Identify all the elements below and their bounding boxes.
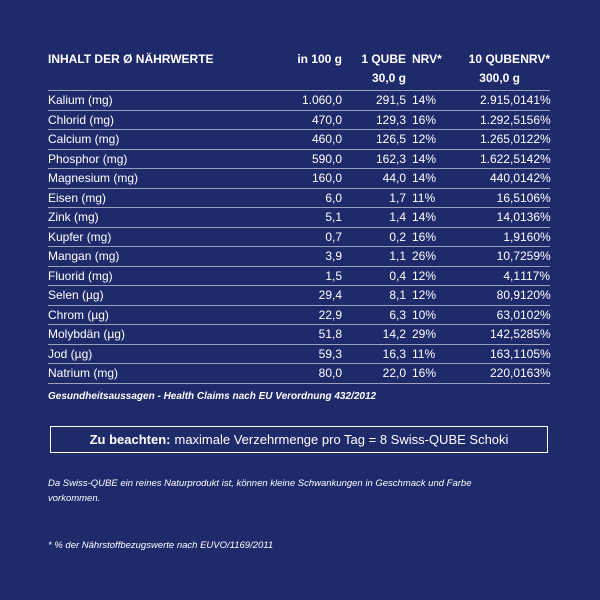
header-name: INHALT DER Ø NÄHRWERTE (48, 52, 214, 66)
cell-nrv10: 122% (520, 130, 550, 150)
notice-text: maximale Verzehrmenge pro Tag = 8 Swiss-QUBE Schoki (174, 432, 509, 447)
cell-per100: 3,9 (238, 247, 342, 267)
cell-nrv1: 12% (406, 286, 444, 306)
nutrition-table (48, 52, 550, 384)
cell-name: Eisen (mg) (48, 188, 238, 208)
cell-nrv1: 29% (406, 325, 444, 345)
cell-nrv10: 136% (520, 208, 550, 228)
cell-qube1: 126,5 (342, 130, 406, 150)
natural-product-note: Da Swiss-QUBE ein reines Naturprodukt ist, können kleine Schwankungen in Geschmack und Farbe vorkommen. (48, 478, 472, 504)
cell-nrv10: 106% (520, 188, 550, 208)
cell-qube1: 129,3 (342, 110, 406, 130)
cell-qube10: 80,9 (444, 286, 520, 306)
cell-nrv1: 16% (406, 110, 444, 130)
table-row (48, 91, 550, 111)
cell-qube10: 1,9 (444, 227, 520, 247)
table-row (48, 344, 550, 364)
cell-name: Chlorid (mg) (48, 110, 238, 130)
cell-per100: 51,8 (238, 325, 342, 345)
nrv-footnote: * % der Nährstoffbezugswerte nach EUVO/1169/2011 (48, 540, 274, 551)
cell-per100: 59,3 (238, 344, 342, 364)
cell-qube10: 142,5 (444, 325, 520, 345)
cell-nrv1: 14% (406, 91, 444, 111)
notice-box (50, 426, 548, 453)
cell-per100: 1.060,0 (238, 91, 342, 111)
cell-qube10: 1.292,5 (444, 110, 520, 130)
header-per100: in 100 g (297, 52, 342, 66)
cell-per100: 29,4 (238, 286, 342, 306)
nutrition-section (48, 52, 550, 384)
header-qube10-weight: 300,0 g (479, 71, 520, 85)
table-row (48, 227, 550, 247)
cell-qube1: 8,1 (342, 286, 406, 306)
cell-qube1: 6,3 (342, 305, 406, 325)
health-claims-note: Gesundheitsaussagen - Health Claims nach EU Verordnung 432/2012 (48, 391, 377, 402)
cell-per100: 22,9 (238, 305, 342, 325)
table-row (48, 188, 550, 208)
table-row (48, 364, 550, 384)
cell-qube10: 10,7 (444, 247, 520, 267)
table-body (48, 91, 550, 384)
cell-nrv1: 14% (406, 169, 444, 189)
table-row (48, 110, 550, 130)
table-header (48, 52, 550, 91)
cell-qube10: 4,1 (444, 266, 520, 286)
table-row (48, 266, 550, 286)
cell-qube10: 1.265,0 (444, 130, 520, 150)
table-row (48, 149, 550, 169)
cell-qube1: 1,7 (342, 188, 406, 208)
cell-nrv10: 117% (520, 266, 550, 286)
cell-nrv10: 156% (520, 110, 550, 130)
cell-name: Mangan (mg) (48, 247, 238, 267)
header-nrv10: NRV* (520, 52, 550, 66)
table-row (48, 208, 550, 228)
cell-name: Fluorid (mg) (48, 266, 238, 286)
cell-qube10: 220,0 (444, 364, 520, 384)
cell-nrv1: 12% (406, 266, 444, 286)
cell-qube10: 163,1 (444, 344, 520, 364)
cell-name: Molybdän (µg) (48, 325, 238, 345)
cell-per100: 470,0 (238, 110, 342, 130)
header-nrv1: NRV* (412, 52, 442, 66)
cell-qube1: 14,2 (342, 325, 406, 345)
notice-label: Zu beachten: (89, 432, 171, 447)
cell-name: Zink (mg) (48, 208, 238, 228)
cell-qube1: 291,5 (342, 91, 406, 111)
cell-nrv10: 163% (520, 364, 550, 384)
table-row (48, 247, 550, 267)
cell-nrv10: 141% (520, 91, 550, 111)
cell-qube1: 162,3 (342, 149, 406, 169)
cell-nrv10: 102% (520, 305, 550, 325)
cell-per100: 160,0 (238, 169, 342, 189)
cell-per100: 6,0 (238, 188, 342, 208)
cell-nrv10: 285% (520, 325, 550, 345)
cell-nrv1: 12% (406, 130, 444, 150)
cell-per100: 5,1 (238, 208, 342, 228)
cell-name: Kalium (mg) (48, 91, 238, 111)
cell-name: Magnesium (mg) (48, 169, 238, 189)
table-row (48, 325, 550, 345)
cell-qube10: 2.915,0 (444, 91, 520, 111)
cell-nrv1: 16% (406, 227, 444, 247)
cell-nrv1: 14% (406, 149, 444, 169)
cell-qube10: 63,0 (444, 305, 520, 325)
cell-nrv1: 26% (406, 247, 444, 267)
cell-nrv1: 10% (406, 305, 444, 325)
table-row (48, 305, 550, 325)
cell-name: Jod (µg) (48, 344, 238, 364)
cell-qube10: 16,5 (444, 188, 520, 208)
cell-nrv1: 11% (406, 188, 444, 208)
cell-per100: 0,7 (238, 227, 342, 247)
cell-qube1: 44,0 (342, 169, 406, 189)
header-qube1: 1 QUBE (361, 52, 406, 66)
cell-nrv10: 142% (520, 149, 550, 169)
cell-qube10: 440,0 (444, 169, 520, 189)
cell-qube10: 14,0 (444, 208, 520, 228)
cell-nrv10: 259% (520, 247, 550, 267)
cell-name: Natrium (mg) (48, 364, 238, 384)
cell-name: Chrom (µg) (48, 305, 238, 325)
table-row (48, 286, 550, 306)
cell-qube1: 16,3 (342, 344, 406, 364)
cell-nrv1: 14% (406, 208, 444, 228)
cell-qube1: 22,0 (342, 364, 406, 384)
cell-name: Calcium (mg) (48, 130, 238, 150)
cell-nrv10: 160% (520, 227, 550, 247)
cell-qube1: 0,2 (342, 227, 406, 247)
cell-per100: 1,5 (238, 266, 342, 286)
header-qube1-weight: 30,0 g (371, 71, 406, 85)
cell-nrv10: 142% (520, 169, 550, 189)
cell-per100: 80,0 (238, 364, 342, 384)
cell-name: Kupfer (mg) (48, 227, 238, 247)
cell-qube1: 1,4 (342, 208, 406, 228)
table-row (48, 130, 550, 150)
cell-name: Selen (µg) (48, 286, 238, 306)
table-row (48, 169, 550, 189)
cell-nrv10: 105% (520, 344, 550, 364)
cell-name: Phosphor (mg) (48, 149, 238, 169)
header-qube10: 10 QUBE (468, 52, 520, 66)
cell-qube10: 1.622,5 (444, 149, 520, 169)
cell-nrv10: 120% (520, 286, 550, 306)
cell-nrv1: 11% (406, 344, 444, 364)
cell-per100: 590,0 (238, 149, 342, 169)
cell-qube1: 1,1 (342, 247, 406, 267)
cell-per100: 460,0 (238, 130, 342, 150)
cell-nrv1: 16% (406, 364, 444, 384)
cell-qube1: 0,4 (342, 266, 406, 286)
